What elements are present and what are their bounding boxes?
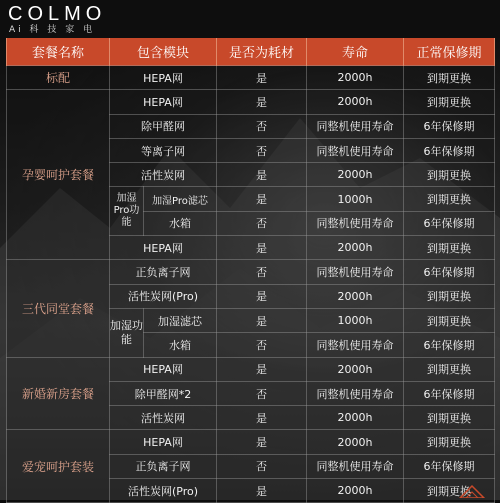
consumable-cell: 是 <box>217 406 307 430</box>
brand-tagline: Ai 科 技 家 电 <box>9 25 96 35</box>
life-cell: 2000h <box>307 406 404 430</box>
table-row <box>7 66 495 90</box>
life-cell: 同整机使用寿命 <box>307 260 404 284</box>
consumable-cell: 否 <box>217 454 307 478</box>
life-cell: 同整机使用寿命 <box>307 333 404 357</box>
header-consumable: 是否为耗材 <box>217 38 307 66</box>
package-three-generations: 三代同堂套餐 <box>7 260 110 357</box>
life-cell: 同整机使用寿命 <box>307 114 404 138</box>
consumable-cell: 是 <box>217 187 307 211</box>
life-cell: 1000h <box>307 187 404 211</box>
warranty-cell: 到期更换 <box>404 430 495 454</box>
module-cell: 除甲醛网 <box>110 114 217 138</box>
consumable-cell: 是 <box>217 308 307 332</box>
warranty-cell: 到期更换 <box>404 308 495 332</box>
module-cell: HEPA网 <box>110 430 217 454</box>
module-cell: HEPA网 <box>110 66 217 90</box>
life-cell: 2000h <box>307 163 404 187</box>
consumable-cell: 是 <box>217 357 307 381</box>
warranty-cell: 6年保修期 <box>404 381 495 405</box>
table-header-row <box>7 38 495 66</box>
life-cell: 同整机使用寿命 <box>307 211 404 235</box>
table-row <box>7 430 495 454</box>
package-table <box>6 38 495 503</box>
life-cell: 2000h <box>307 90 404 114</box>
consumable-cell: 是 <box>217 163 307 187</box>
module-cell: HEPA网 <box>110 357 217 381</box>
table-row <box>7 90 495 114</box>
module-cell: 活性炭网 <box>110 163 217 187</box>
warranty-cell: 6年保修期 <box>404 454 495 478</box>
brand-logo: COLMO <box>8 3 107 25</box>
consumable-cell: 是 <box>217 284 307 308</box>
warranty-cell: 到期更换 <box>404 236 495 260</box>
module-cell: HEPA网 <box>110 90 217 114</box>
warranty-cell: 到期更换 <box>404 187 495 211</box>
warranty-cell: 到期更换 <box>404 163 495 187</box>
warranty-cell: 到期更换 <box>404 406 495 430</box>
life-cell: 2000h <box>307 479 404 503</box>
header-warranty: 正常保修期 <box>404 38 495 66</box>
warranty-cell: 到期更换 <box>404 479 495 503</box>
life-cell: 2000h <box>307 430 404 454</box>
package-standard: 标配 <box>7 66 110 90</box>
life-cell: 2000h <box>307 284 404 308</box>
life-cell: 同整机使用寿命 <box>307 138 404 162</box>
consumable-cell: 否 <box>217 381 307 405</box>
warranty-cell: 6年保修期 <box>404 333 495 357</box>
warranty-cell: 到期更换 <box>404 66 495 90</box>
consumable-cell: 是 <box>217 236 307 260</box>
consumable-cell: 是 <box>217 479 307 503</box>
module-cell: HEPA网 <box>110 236 217 260</box>
sub-feature-humidify-pro: 加湿Pro功能 <box>110 187 144 236</box>
life-cell: 2000h <box>307 66 404 90</box>
consumable-cell: 否 <box>217 211 307 235</box>
header-life: 寿命 <box>307 38 404 66</box>
package-maternity: 孕婴呵护套餐 <box>7 90 110 260</box>
life-cell: 同整机使用寿命 <box>307 381 404 405</box>
package-pet-care: 爱宠呵护套装 <box>7 430 110 503</box>
consumable-cell: 否 <box>217 114 307 138</box>
module-cell: 活性炭网(Pro) <box>110 284 217 308</box>
module-cell: 除甲醛网*2 <box>110 381 217 405</box>
life-cell: 同整机使用寿命 <box>307 454 404 478</box>
consumable-cell: 否 <box>217 138 307 162</box>
sub-feature-humidify: 加湿功能 <box>110 308 144 357</box>
module-cell: 水箱 <box>144 211 217 235</box>
package-newlywed: 新婚新房套餐 <box>7 357 110 430</box>
module-cell: 加湿滤芯 <box>144 308 217 332</box>
warranty-cell: 到期更换 <box>404 284 495 308</box>
warranty-cell: 到期更换 <box>404 90 495 114</box>
warranty-cell: 6年保修期 <box>404 211 495 235</box>
corner-triangle-icon <box>452 484 492 498</box>
warranty-cell: 6年保修期 <box>404 138 495 162</box>
module-cell: 正负离子网 <box>110 454 217 478</box>
table-row <box>7 260 495 284</box>
warranty-cell: 到期更换 <box>404 357 495 381</box>
table-row <box>7 357 495 381</box>
life-cell: 2000h <box>307 357 404 381</box>
module-cell: 水箱 <box>144 333 217 357</box>
header-module: 包含模块 <box>110 38 217 66</box>
consumable-cell: 是 <box>217 90 307 114</box>
warranty-cell: 6年保修期 <box>404 260 495 284</box>
warranty-cell: 6年保修期 <box>404 114 495 138</box>
module-cell: 正负离子网 <box>110 260 217 284</box>
consumable-cell: 否 <box>217 260 307 284</box>
consumable-cell: 是 <box>217 430 307 454</box>
consumable-cell: 是 <box>217 66 307 90</box>
header-package-name: 套餐名称 <box>7 38 110 66</box>
consumable-cell: 否 <box>217 333 307 357</box>
module-cell: 活性炭网(Pro) <box>110 479 217 503</box>
brand-header <box>0 0 500 38</box>
life-cell: 1000h <box>307 308 404 332</box>
life-cell: 2000h <box>307 236 404 260</box>
module-cell: 等离子网 <box>110 138 217 162</box>
module-cell: 活性炭网 <box>110 406 217 430</box>
module-cell: 加湿Pro滤芯 <box>144 187 217 211</box>
